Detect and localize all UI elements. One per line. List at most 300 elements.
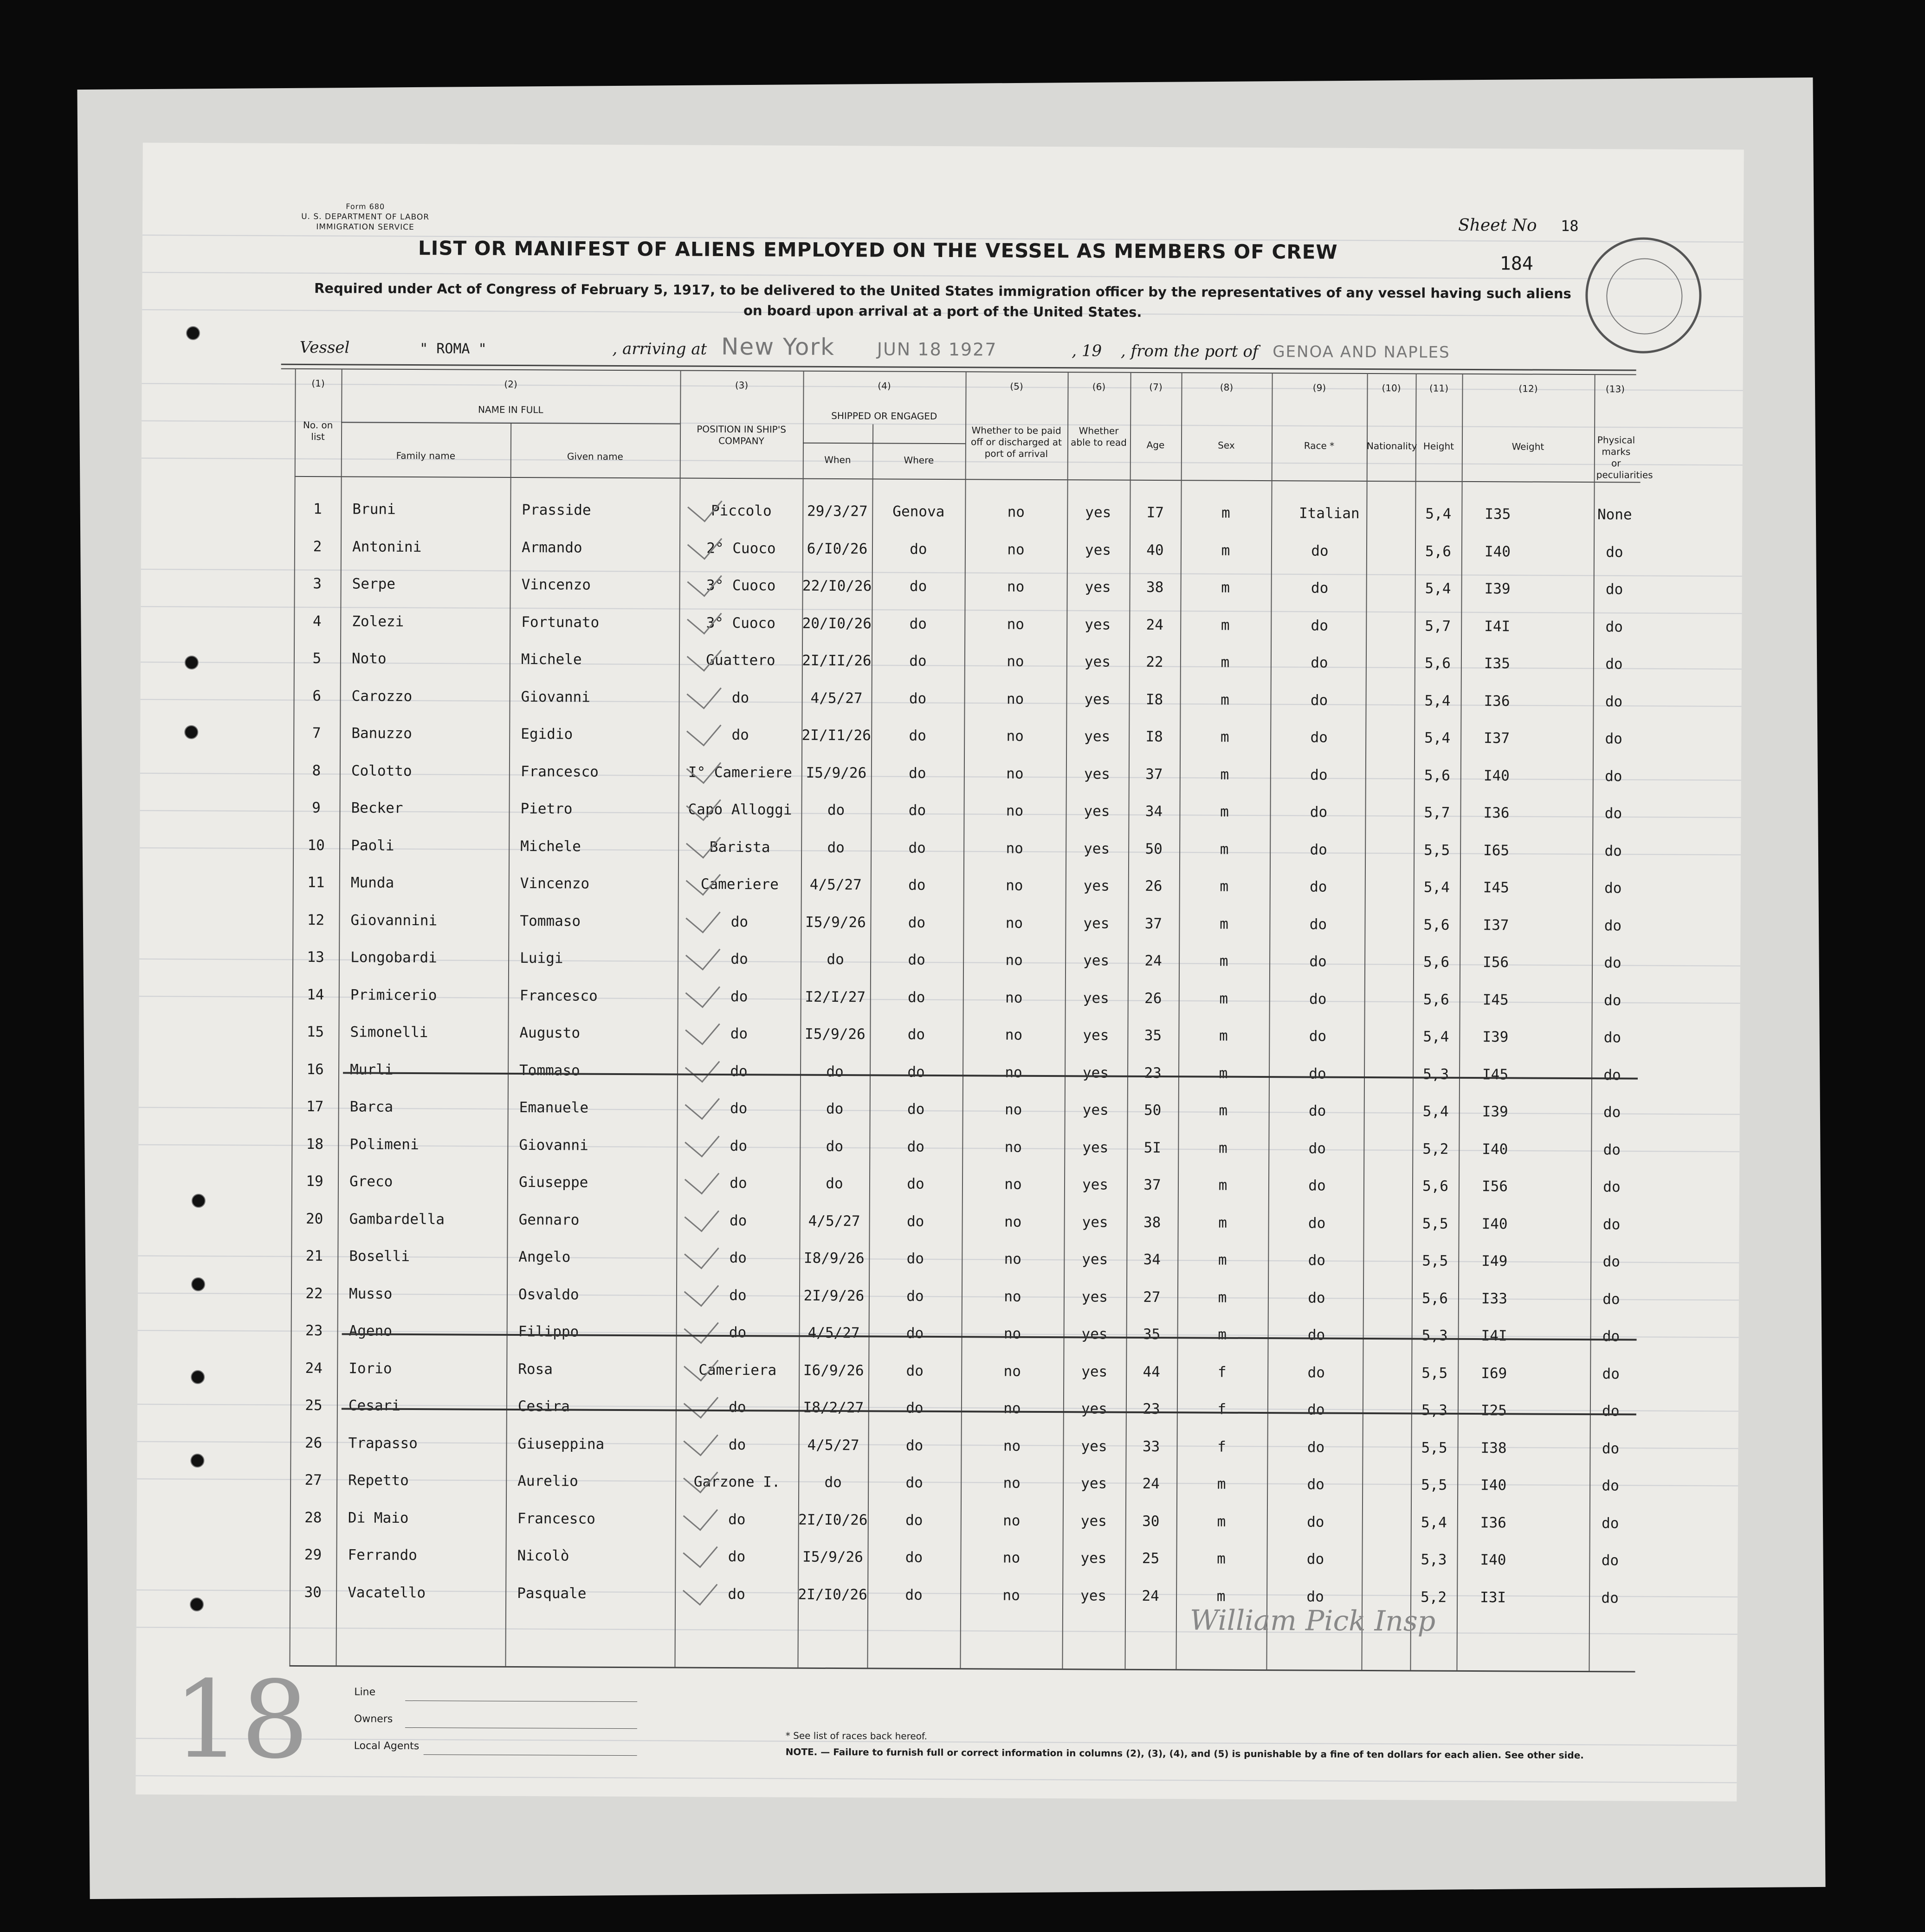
check-mark-icon (685, 1121, 720, 1157)
cell-family-name: Repetto (348, 1472, 409, 1489)
cell-family-name: Simonelli (350, 1024, 428, 1041)
cell-height: 5,4 (1421, 1514, 1447, 1531)
cell-height: 5,5 (1424, 842, 1450, 859)
cell-paid-off: no (1007, 503, 1025, 521)
cell-able-to-read: yes (1085, 579, 1111, 596)
check-mark-icon (685, 1159, 720, 1195)
cell-family-name: Polimeni (349, 1135, 419, 1153)
cell-sex: m (1220, 841, 1229, 858)
cell-height: 5,6 (1421, 1290, 1448, 1307)
cell-shipped-where: do (906, 1213, 924, 1230)
cell-physical-marks: do (1604, 880, 1622, 897)
cell-family-name: Barca (349, 1098, 394, 1115)
cell-sex: m (1219, 1027, 1228, 1044)
header-age: Age (1146, 439, 1165, 451)
cell-physical-marks: do (1602, 1253, 1621, 1270)
cell-age: I8 (1145, 691, 1163, 708)
punch-hole (191, 1370, 205, 1384)
cell-physical-marks: do (1604, 842, 1622, 859)
cell-row-number: 1 (313, 501, 322, 518)
cell-paid-off: no (1007, 653, 1024, 670)
header-where: Where (904, 454, 934, 466)
cell-race: do (1307, 1438, 1325, 1456)
cell-age: 30 (1142, 1513, 1160, 1530)
cell-shipped-when: 2I/9/26 (803, 1287, 865, 1304)
cell-shipped-where: do (907, 1138, 925, 1155)
cell-row-number: 27 (304, 1472, 322, 1489)
penalty-note: NOTE. — Failure to furnish full or correct information in columns (2), (3), (4), and (5) is punishable by a fine of ten dollars for each alien. See other side. (785, 1746, 1584, 1761)
cell-family-name: Greco (349, 1173, 393, 1190)
check-mark-icon (683, 1533, 718, 1568)
cell-shipped-where: do (905, 1586, 923, 1604)
cell-weight: I25 (1480, 1402, 1507, 1419)
cell-row-number: 8 (312, 762, 321, 779)
cell-sex: m (1221, 542, 1230, 559)
legal-requirement: Required under Act of Congress of February 5, 1917, to be delivered to the United States immigration officer by the representatives of any vessel having such aliens on board upon arrival at a port of the United States. (314, 280, 1571, 320)
cell-family-name: Carozzo (351, 687, 413, 705)
form-number: Form 680 (346, 202, 385, 211)
cell-given-name: Armando (521, 539, 582, 556)
col-num: (11) (1429, 382, 1449, 394)
cell-physical-marks: do (1606, 543, 1623, 560)
cell-row-number: 10 (307, 837, 325, 854)
cell-row-number: 26 (304, 1434, 323, 1451)
check-mark-icon (685, 1084, 720, 1120)
punch-hole (192, 1194, 206, 1208)
cell-race: do (1310, 691, 1328, 709)
cell-height: 5,3 (1421, 1551, 1447, 1568)
cell-shipped-where: do (907, 1026, 925, 1043)
cell-height: 5,4 (1424, 692, 1451, 709)
cell-sex: m (1221, 617, 1230, 634)
header-given-name: Given name (567, 451, 623, 463)
header-race: Race * (1304, 440, 1335, 451)
cell-sex: m (1220, 728, 1229, 746)
cell-shipped-where: do (909, 652, 927, 670)
cell-height: 5,4 (1423, 1028, 1449, 1045)
cell-position: 2° Cuoco (706, 540, 776, 557)
cell-sex: m (1220, 803, 1229, 820)
cell-row-number: 5 (312, 650, 322, 667)
cell-family-name: Banuzzo (351, 725, 412, 742)
cell-position: 3° Cuoco (706, 614, 776, 631)
cell-height: 5,2 (1421, 1589, 1447, 1606)
cell-race: do (1310, 766, 1328, 784)
cell-shipped-where: do (909, 765, 926, 782)
cell-row-number: 12 (307, 911, 325, 928)
cell-row-number: 13 (307, 949, 324, 966)
cell-paid-off: no (1006, 765, 1024, 782)
check-mark-icon (686, 711, 722, 747)
col-num: (4) (878, 380, 891, 392)
check-mark-icon (684, 1308, 719, 1344)
cell-family-name: Vacatello (348, 1584, 426, 1601)
cell-sex: f (1217, 1364, 1227, 1381)
cell-race: do (1306, 1551, 1324, 1568)
sheet-number (1458, 216, 1579, 235)
cell-family-name: Longobardi (350, 949, 437, 966)
cell-shipped-where: do (906, 1325, 924, 1342)
cell-race: do (1307, 1513, 1324, 1531)
races-note: * See list of races back hereof. (785, 1730, 927, 1742)
cell-age: 40 (1146, 541, 1164, 559)
header-height: Height (1423, 440, 1454, 452)
cell-physical-marks: do (1602, 1216, 1621, 1233)
cell-weight: I40 (1481, 1215, 1508, 1232)
header-able-to-read: Whether able to read (1071, 425, 1127, 448)
cell-age: 37 (1144, 915, 1163, 932)
departure-port: GENOA AND NAPLES (1273, 342, 1450, 362)
cell-given-name: Cesira (517, 1398, 570, 1415)
cell-able-to-read: yes (1083, 877, 1110, 895)
cell-row-number: 19 (306, 1173, 323, 1190)
check-mark-icon (683, 1420, 718, 1456)
cell-sex: m (1219, 990, 1228, 1007)
cell-paid-off: no (1003, 1512, 1021, 1529)
cell-height: 5,6 (1423, 991, 1449, 1008)
cell-height: 5,6 (1423, 953, 1450, 971)
cell-shipped-when: 4/5/27 (810, 689, 863, 707)
cell-family-name: Ageno (349, 1322, 393, 1340)
cell-shipped-when: do (826, 1138, 844, 1155)
inspector-signature: William Pick Insp (1189, 1604, 1436, 1638)
cell-paid-off: no (1003, 1475, 1021, 1492)
cell-given-name: Aurelio (517, 1473, 578, 1490)
cell-shipped-when: do (827, 951, 844, 968)
cell-shipped-when: do (826, 1063, 844, 1080)
cell-given-name: Vincenzo (521, 576, 591, 593)
cell-sex: f (1217, 1438, 1226, 1455)
cell-shipped-when: I5/9/26 (805, 914, 866, 931)
cell-position: do (731, 727, 749, 744)
sheet-label: Sheet No (1458, 215, 1537, 235)
cell-age: 35 (1144, 1027, 1162, 1044)
cell-able-to-read: yes (1082, 1213, 1108, 1231)
cell-family-name: Di Maio (348, 1509, 409, 1526)
cell-height: 5,4 (1425, 505, 1452, 522)
cell-height: 5,3 (1421, 1402, 1447, 1419)
cell-family-name: Ferrando (348, 1546, 417, 1564)
cell-sex: m (1221, 504, 1230, 522)
cell-age: 22 (1146, 653, 1163, 671)
cell-given-name: Angelo (518, 1249, 571, 1266)
cell-shipped-when: I5/9/26 (805, 1025, 866, 1043)
cell-shipped-when: 20/I0/26 (802, 615, 872, 632)
cell-shipped-when: 4/5/27 (808, 1212, 860, 1230)
cell-race: do (1311, 580, 1329, 597)
cell-position: do (729, 1399, 746, 1416)
cell-shipped-where: do (909, 615, 927, 632)
cell-race: do (1308, 1177, 1326, 1194)
cell-shipped-when: do (827, 839, 845, 856)
cell-physical-marks: do (1602, 1365, 1620, 1382)
cell-given-name: Giovanni (519, 1136, 588, 1154)
cell-physical-marks: do (1602, 1477, 1619, 1494)
cell-family-name: Bruni (352, 501, 396, 518)
cell-shipped-where: do (909, 727, 926, 744)
cell-family-name: Iorio (349, 1359, 392, 1377)
cell-able-to-read: yes (1084, 690, 1111, 708)
cell-physical-marks: do (1603, 1179, 1621, 1196)
cell-height: 5,4 (1422, 1103, 1449, 1120)
cell-sex: m (1218, 1326, 1227, 1343)
cell-family-name: Noto (351, 650, 387, 667)
cell-weight: I45 (1483, 879, 1509, 896)
cell-age: 25 (1142, 1550, 1160, 1567)
punch-hole (190, 1597, 204, 1611)
col-num: (7) (1149, 381, 1163, 393)
cell-shipped-where: do (908, 802, 926, 819)
col-num: (3) (735, 380, 749, 391)
cell-weight: I45 (1482, 991, 1509, 1008)
cell-paid-off: no (1005, 989, 1023, 1006)
cell-shipped-when: 6/I0/26 (807, 540, 868, 557)
check-mark-icon (683, 1570, 718, 1605)
cell-family-name: Musso (349, 1285, 393, 1302)
cell-position: do (728, 1511, 746, 1528)
cell-position: do (730, 1063, 748, 1080)
cell-able-to-read: yes (1080, 1587, 1107, 1604)
cell-shipped-when: I8/2/27 (803, 1399, 864, 1417)
cell-paid-off: no (1007, 541, 1025, 558)
cell-paid-off: no (1003, 1437, 1021, 1455)
cell-position: I° Cameriere (688, 764, 792, 781)
cell-physical-marks: do (1603, 1066, 1621, 1083)
cell-family-name: Gambardella (349, 1210, 445, 1228)
cell-sex: m (1220, 766, 1229, 783)
cell-position: do (728, 1548, 746, 1565)
cell-sex: m (1218, 1289, 1227, 1306)
cell-able-to-read: yes (1084, 728, 1111, 745)
cell-race: do (1308, 1214, 1326, 1232)
cell-weight: I56 (1481, 1178, 1508, 1195)
cell-given-name: Pasquale (517, 1584, 587, 1602)
cell-paid-off: no (1003, 1363, 1021, 1380)
cell-height: 5,5 (1421, 1476, 1447, 1494)
cell-race: do (1309, 915, 1327, 933)
cell-weight: I36 (1484, 692, 1510, 709)
cell-sex: m (1218, 1251, 1227, 1269)
cell-race: Italian (1298, 505, 1360, 522)
cell-weight: I36 (1483, 805, 1510, 822)
cell-given-name: Luigi (520, 950, 563, 967)
cell-physical-marks: do (1603, 1141, 1621, 1158)
cell-position: Garzone I. (693, 1473, 781, 1491)
cell-position: do (728, 1436, 746, 1453)
cell-weight: I49 (1481, 1253, 1508, 1270)
cell-given-name: Giuseppe (518, 1174, 588, 1191)
cell-able-to-read: yes (1081, 1363, 1108, 1380)
cell-row-number: 22 (305, 1285, 323, 1302)
cell-age: 44 (1143, 1363, 1160, 1380)
cell-able-to-read: yes (1085, 541, 1111, 559)
cell-race: do (1311, 617, 1329, 634)
cell-row-number: 16 (306, 1061, 324, 1078)
cell-given-name: Osvaldo (518, 1286, 579, 1303)
cell-row-number: 23 (305, 1322, 323, 1340)
cell-sex: m (1219, 1065, 1228, 1082)
cell-age: 26 (1144, 990, 1162, 1007)
check-mark-icon (683, 1495, 718, 1531)
cell-shipped-when: I5/9/26 (802, 1548, 863, 1566)
cell-sex: m (1217, 1550, 1226, 1567)
cell-paid-off: no (1002, 1587, 1020, 1604)
header-sex: Sex (1218, 439, 1235, 451)
cell-height: 5,4 (1423, 879, 1450, 896)
cell-given-name: Tommaso (519, 1062, 580, 1079)
cell-age: 37 (1145, 766, 1163, 783)
cell-physical-marks: do (1603, 1029, 1621, 1046)
cell-physical-marks: None (1597, 506, 1632, 523)
cell-shipped-where: do (907, 1175, 924, 1192)
cell-physical-marks: do (1601, 1552, 1619, 1569)
cell-shipped-when: 2I/I1/26 (801, 727, 871, 744)
vessel-label: Vessel (299, 338, 350, 357)
cell-age: 24 (1142, 1587, 1159, 1604)
cell-able-to-read: yes (1085, 616, 1111, 633)
footer-owners-label: Owners (354, 1713, 393, 1725)
cell-sex: m (1220, 915, 1228, 933)
check-mark-icon (685, 897, 721, 933)
cell-shipped-where: do (905, 1437, 924, 1454)
cell-position: do (730, 1100, 748, 1117)
cell-able-to-read: yes (1085, 504, 1111, 521)
cell-able-to-read: yes (1082, 1176, 1109, 1193)
cell-race: do (1311, 654, 1328, 671)
check-mark-icon (685, 972, 721, 1008)
header-paid-off: Whether to be paid off or discharged at port of arrival (971, 425, 1062, 460)
cell-paid-off: no (1006, 802, 1024, 819)
footer-line-label: Line (354, 1686, 376, 1698)
cell-paid-off: no (1006, 840, 1023, 857)
cell-paid-off: no (1002, 1549, 1021, 1566)
cell-age: 37 (1143, 1176, 1161, 1194)
cell-weight: I37 (1483, 916, 1509, 934)
cell-position: do (729, 1287, 747, 1304)
cell-height: 5,4 (1424, 729, 1451, 747)
cell-physical-marks: do (1605, 656, 1623, 673)
cell-height: 5,2 (1422, 1140, 1449, 1158)
service-label: IMMIGRATION SERVICE (316, 222, 414, 232)
cell-physical-marks: do (1604, 805, 1622, 822)
cell-row-number: 3 (313, 575, 322, 592)
cell-family-name: Colotto (351, 762, 412, 779)
cell-row-number: 2 (313, 538, 322, 555)
cell-paid-off: no (1006, 690, 1024, 708)
cell-family-name: Munda (350, 874, 394, 891)
form-identifier (291, 201, 439, 232)
cell-weight: I39 (1484, 580, 1511, 598)
cell-able-to-read: yes (1080, 1550, 1107, 1567)
arriving-label: , arriving at (612, 339, 707, 359)
cell-height: 5,3 (1421, 1327, 1448, 1344)
cell-weight: I33 (1481, 1290, 1508, 1307)
cell-shipped-when: 2I/I0/26 (798, 1586, 867, 1603)
cell-position: do (728, 1585, 745, 1603)
cell-shipped-where: do (907, 1101, 925, 1118)
cell-paid-off: no (1004, 1250, 1022, 1268)
check-mark-icon (685, 1010, 720, 1045)
cell-row-number: 11 (307, 874, 325, 891)
cell-position: Guattero (706, 651, 775, 669)
cell-shipped-where: do (908, 839, 926, 857)
cell-race: do (1309, 953, 1327, 970)
cell-weight: I37 (1484, 730, 1510, 747)
cell-weight: I3I (1480, 1589, 1506, 1606)
cell-paid-off: no (1004, 1213, 1022, 1230)
cell-race: do (1308, 1102, 1326, 1120)
cell-shipped-when: 4/5/27 (807, 1324, 860, 1342)
cell-able-to-read: yes (1084, 765, 1110, 783)
header-position: POSITION IN SHIP'S COMPANY (697, 423, 786, 447)
cell-race: do (1307, 1401, 1325, 1418)
cell-given-name: Emanuele (519, 1099, 589, 1116)
punch-hole (185, 656, 199, 670)
cell-height: 5,6 (1424, 655, 1451, 672)
cell-shipped-where: do (908, 914, 926, 931)
cell-shipped-when: 2I/I0/26 (798, 1511, 868, 1528)
cell-weight: I35 (1485, 506, 1511, 523)
cell-row-number: 18 (306, 1135, 324, 1153)
cell-age: 38 (1146, 579, 1164, 596)
cell-age: 24 (1146, 616, 1164, 633)
cell-race: do (1308, 1140, 1326, 1157)
cell-height: 5,6 (1423, 916, 1450, 934)
cell-height: 5,6 (1422, 1178, 1449, 1195)
footer-agents-label: Local Agents (354, 1740, 420, 1752)
manifest-sheet (136, 142, 1744, 1801)
cell-shipped-when: 4/5/27 (807, 1436, 859, 1454)
punch-hole (190, 1454, 204, 1468)
cell-height: 5,6 (1424, 767, 1450, 784)
cell-able-to-read: yes (1084, 653, 1111, 670)
cell-given-name: Tommaso (520, 912, 581, 930)
cell-age: 24 (1144, 952, 1162, 970)
cell-shipped-when: 29/3/27 (807, 502, 868, 520)
cell-shipped-when: do (826, 1100, 844, 1118)
header-no-on-list: No. on list (303, 419, 333, 443)
cell-physical-marks: do (1605, 730, 1622, 747)
cell-sex: m (1218, 1140, 1227, 1157)
cell-height: 5,4 (1425, 580, 1451, 597)
cell-sex: f (1217, 1401, 1227, 1418)
cell-shipped-where: do (906, 1288, 924, 1305)
cell-physical-marks: do (1605, 767, 1622, 785)
cell-given-name: Giovanni (521, 688, 590, 706)
cell-paid-off: no (1003, 1400, 1021, 1417)
cell-weight: I40 (1480, 1477, 1507, 1494)
cell-row-number: 25 (305, 1397, 323, 1414)
cell-age: 23 (1143, 1400, 1160, 1418)
cell-able-to-read: yes (1081, 1288, 1108, 1306)
cell-sex: m (1221, 579, 1230, 596)
cell-race: do (1307, 1476, 1324, 1493)
header-name-in-full: NAME IN FULL (478, 404, 543, 416)
cell-shipped-where: do (907, 1063, 925, 1081)
cell-shipped-when: 2I/II/26 (802, 652, 872, 670)
cell-sex: m (1216, 1588, 1226, 1605)
cell-age: 50 (1143, 1101, 1162, 1119)
cell-shipped-when: I2/I/27 (805, 988, 866, 1005)
cell-weight: I56 (1483, 954, 1509, 971)
cell-position: Capo Alloggi (688, 801, 792, 818)
cell-shipped-where: do (909, 578, 927, 595)
cell-weight: I36 (1480, 1514, 1506, 1531)
cell-weight: I4I (1484, 618, 1511, 635)
cell-shipped-when: I6/9/26 (803, 1362, 864, 1379)
cell-paid-off: no (1005, 1026, 1023, 1043)
col-num: (13) (1605, 383, 1625, 395)
